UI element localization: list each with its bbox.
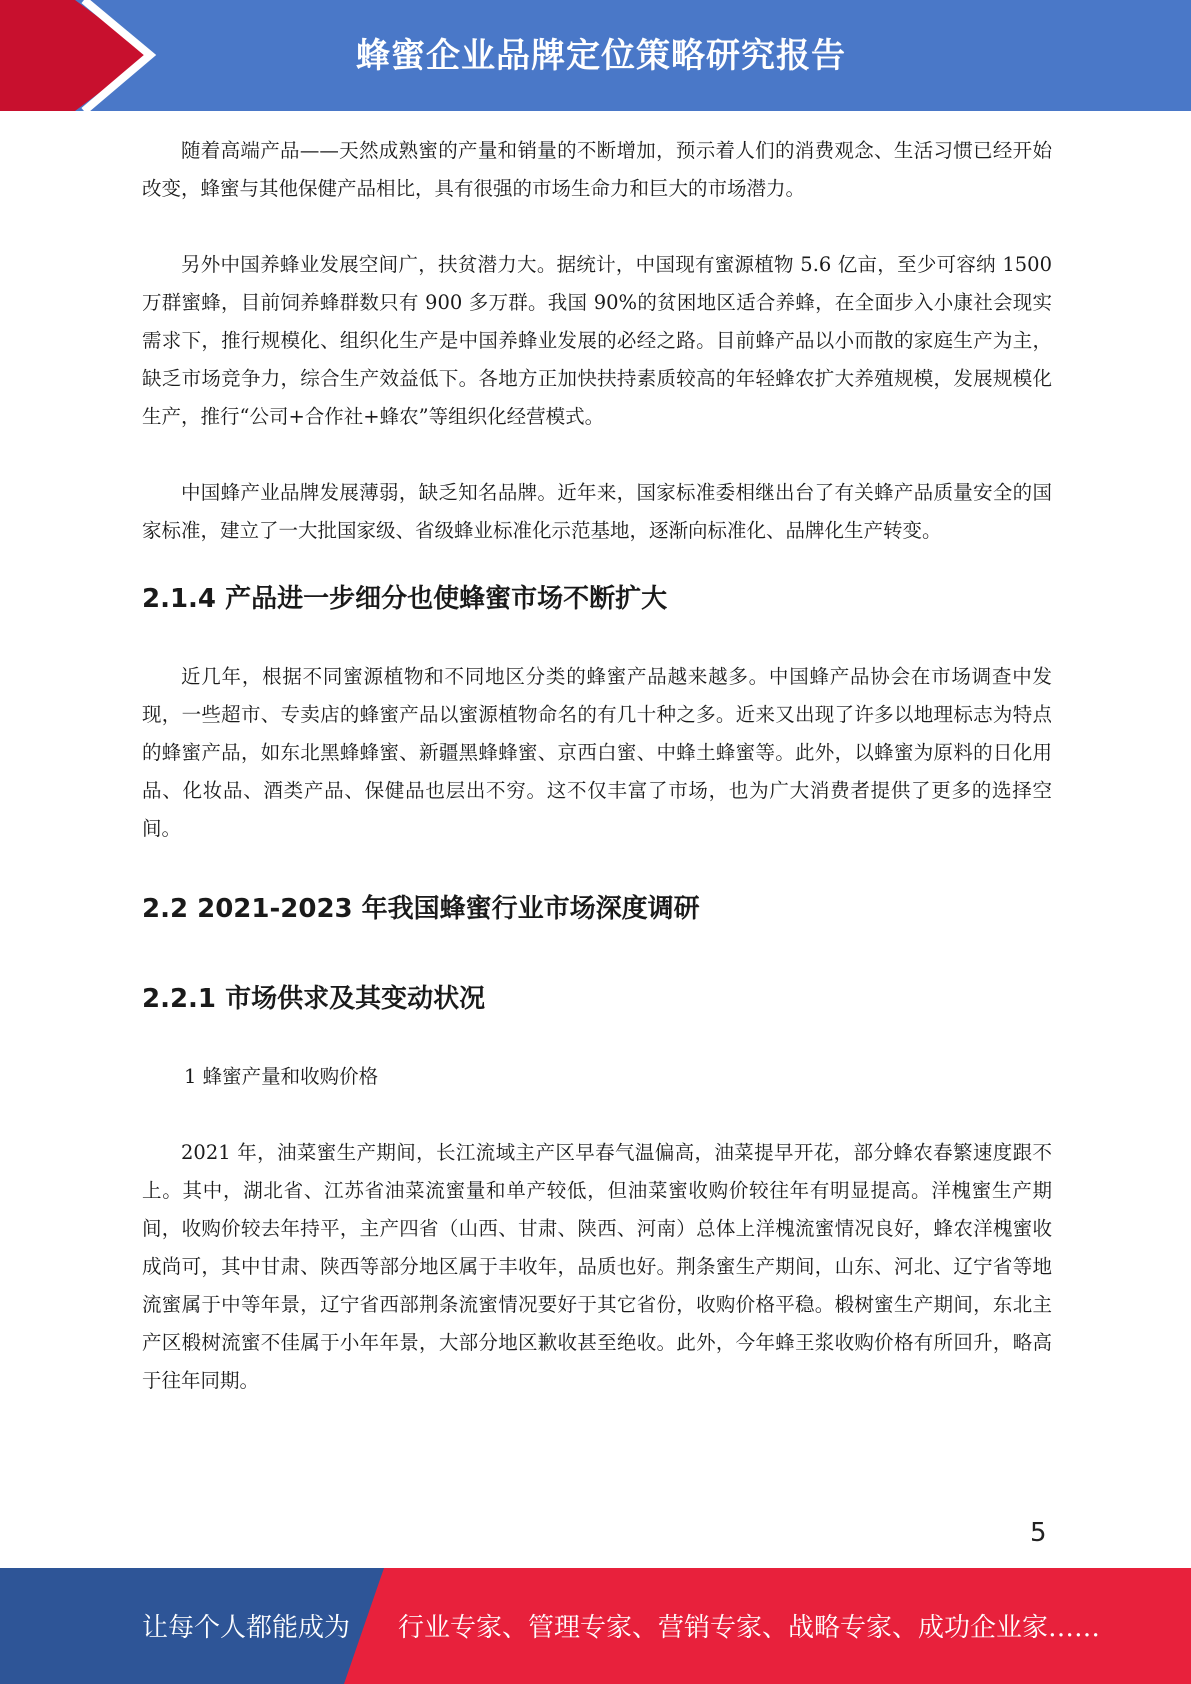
footer-slogan-left: 让每个人都能成为 [142,1613,351,1643]
paragraph-1: 随着高端产品——天然成熟蜜的产量和销量的不断增加，预示着人们的消费观念、生活习惯已经开始改变，蜂蜜与其他保健产品相比，具有很强的市场生命力和巨大的市场潜力。 [142,139,1052,200]
section-heading-2-2: 2.2 2021-2023 年我国蜂蜜行业市场深度调研 [142,894,700,924]
paragraph-5: 2021 年，油菜蜜生产期间，长江流域主产区早春气温偏高，油菜提早开花，部分蜂农春繁速度跟不上。其中，湖北省、江苏省油菜流蜜量和单产较低，但油菜蜜收购价较往年有明显提高。洋槐蜜生产期间，收购价较去年持平，主产四省（山西、甘肃、陕西、河南）总体上洋槐流蜜情况良好，蜂农洋槐蜜收成尚可，其中甘肃、陕西等部分地区属于丰收年，品质也好。荆条蜜生产期间，山东、河北、辽宁省等地流蜜属于中等年景，辽宁省西部荆条流蜜情况要好于其它省份，收购价格平稳。椴树蜜生产期间，东北主产区椴树流蜜不佳属于小年年景，大部分地区歉收甚至绝收。此外，今年蜂王浆收购价格有所回升，略高于往年同期。 [142,1141,1052,1392]
page-footer [0,1568,1191,1684]
page-number: 5 [1030,1518,1047,1548]
section-heading-2-2-1: 2.2.1 市场供求及其变动状况 [142,984,486,1014]
footer-slogan-right: 行业专家、管理专家、营销专家、战略专家、成功企业家…… [398,1613,1101,1643]
paragraph-4: 近几年，根据不同蜜源植物和不同地区分类的蜂蜜产品越来越多。中国蜂产品协会在市场调查中发现，一些超市、专卖店的蜂蜜产品以蜜源植物命名的有几十种之多。近来又出现了许多以地理标志为特点的蜂蜜产品，如东北黑蜂蜂蜜、新疆黑蜂蜂蜜、京西白蜜、中蜂土蜂蜜等。此外，以蜂蜜为原料的日化用品、化妆品、酒类产品、保健品也层出不穷。这不仅丰富了市场，也为广大消费者提供了更多的选择空间。 [142,665,1052,840]
page-body [142,132,1052,1400]
section-heading-2-1-4: 2.1.4 产品进一步细分也使蜂蜜市场不断扩大 [142,584,668,614]
paragraph-3: 中国蜂产业品牌发展薄弱，缺乏知名品牌。近年来，国家标准委相继出台了有关蜂产品质量安全的国家标准，建立了一大批国家级、省级蜂业标准化示范基地，逐渐向标准化、品牌化生产转变。 [142,481,1052,542]
report-title: 蜂蜜企业品牌定位策略研究报告 [356,36,846,76]
subsection-label: 1 蜂蜜产量和收购价格 [184,1065,379,1088]
paragraph-2: 另外中国养蜂业发展空间广，扶贫潜力大。据统计，中国现有蜜源植物 5.6 亿亩，至少可容纳 1500 万群蜜蜂，目前饲养蜂群数只有 900 多万群。我国 90%的贫困地区适合养蜂，在全面步入小康社会现实需求下，推行规模化、组织化生产是中国养蜂业发展的必经之路。目前蜂产品以小而散的家庭生产为主，缺乏市场竞争力，综合生产效益低下。各地方正加快扶持素质较高的年轻蜂农扩大养殖规模，发展规模化生产，推行“公司+合作社+蜂农”等组织化经营模式。 [142,253,1052,428]
page-header [0,0,1191,111]
header-red-arrow [0,0,150,111]
